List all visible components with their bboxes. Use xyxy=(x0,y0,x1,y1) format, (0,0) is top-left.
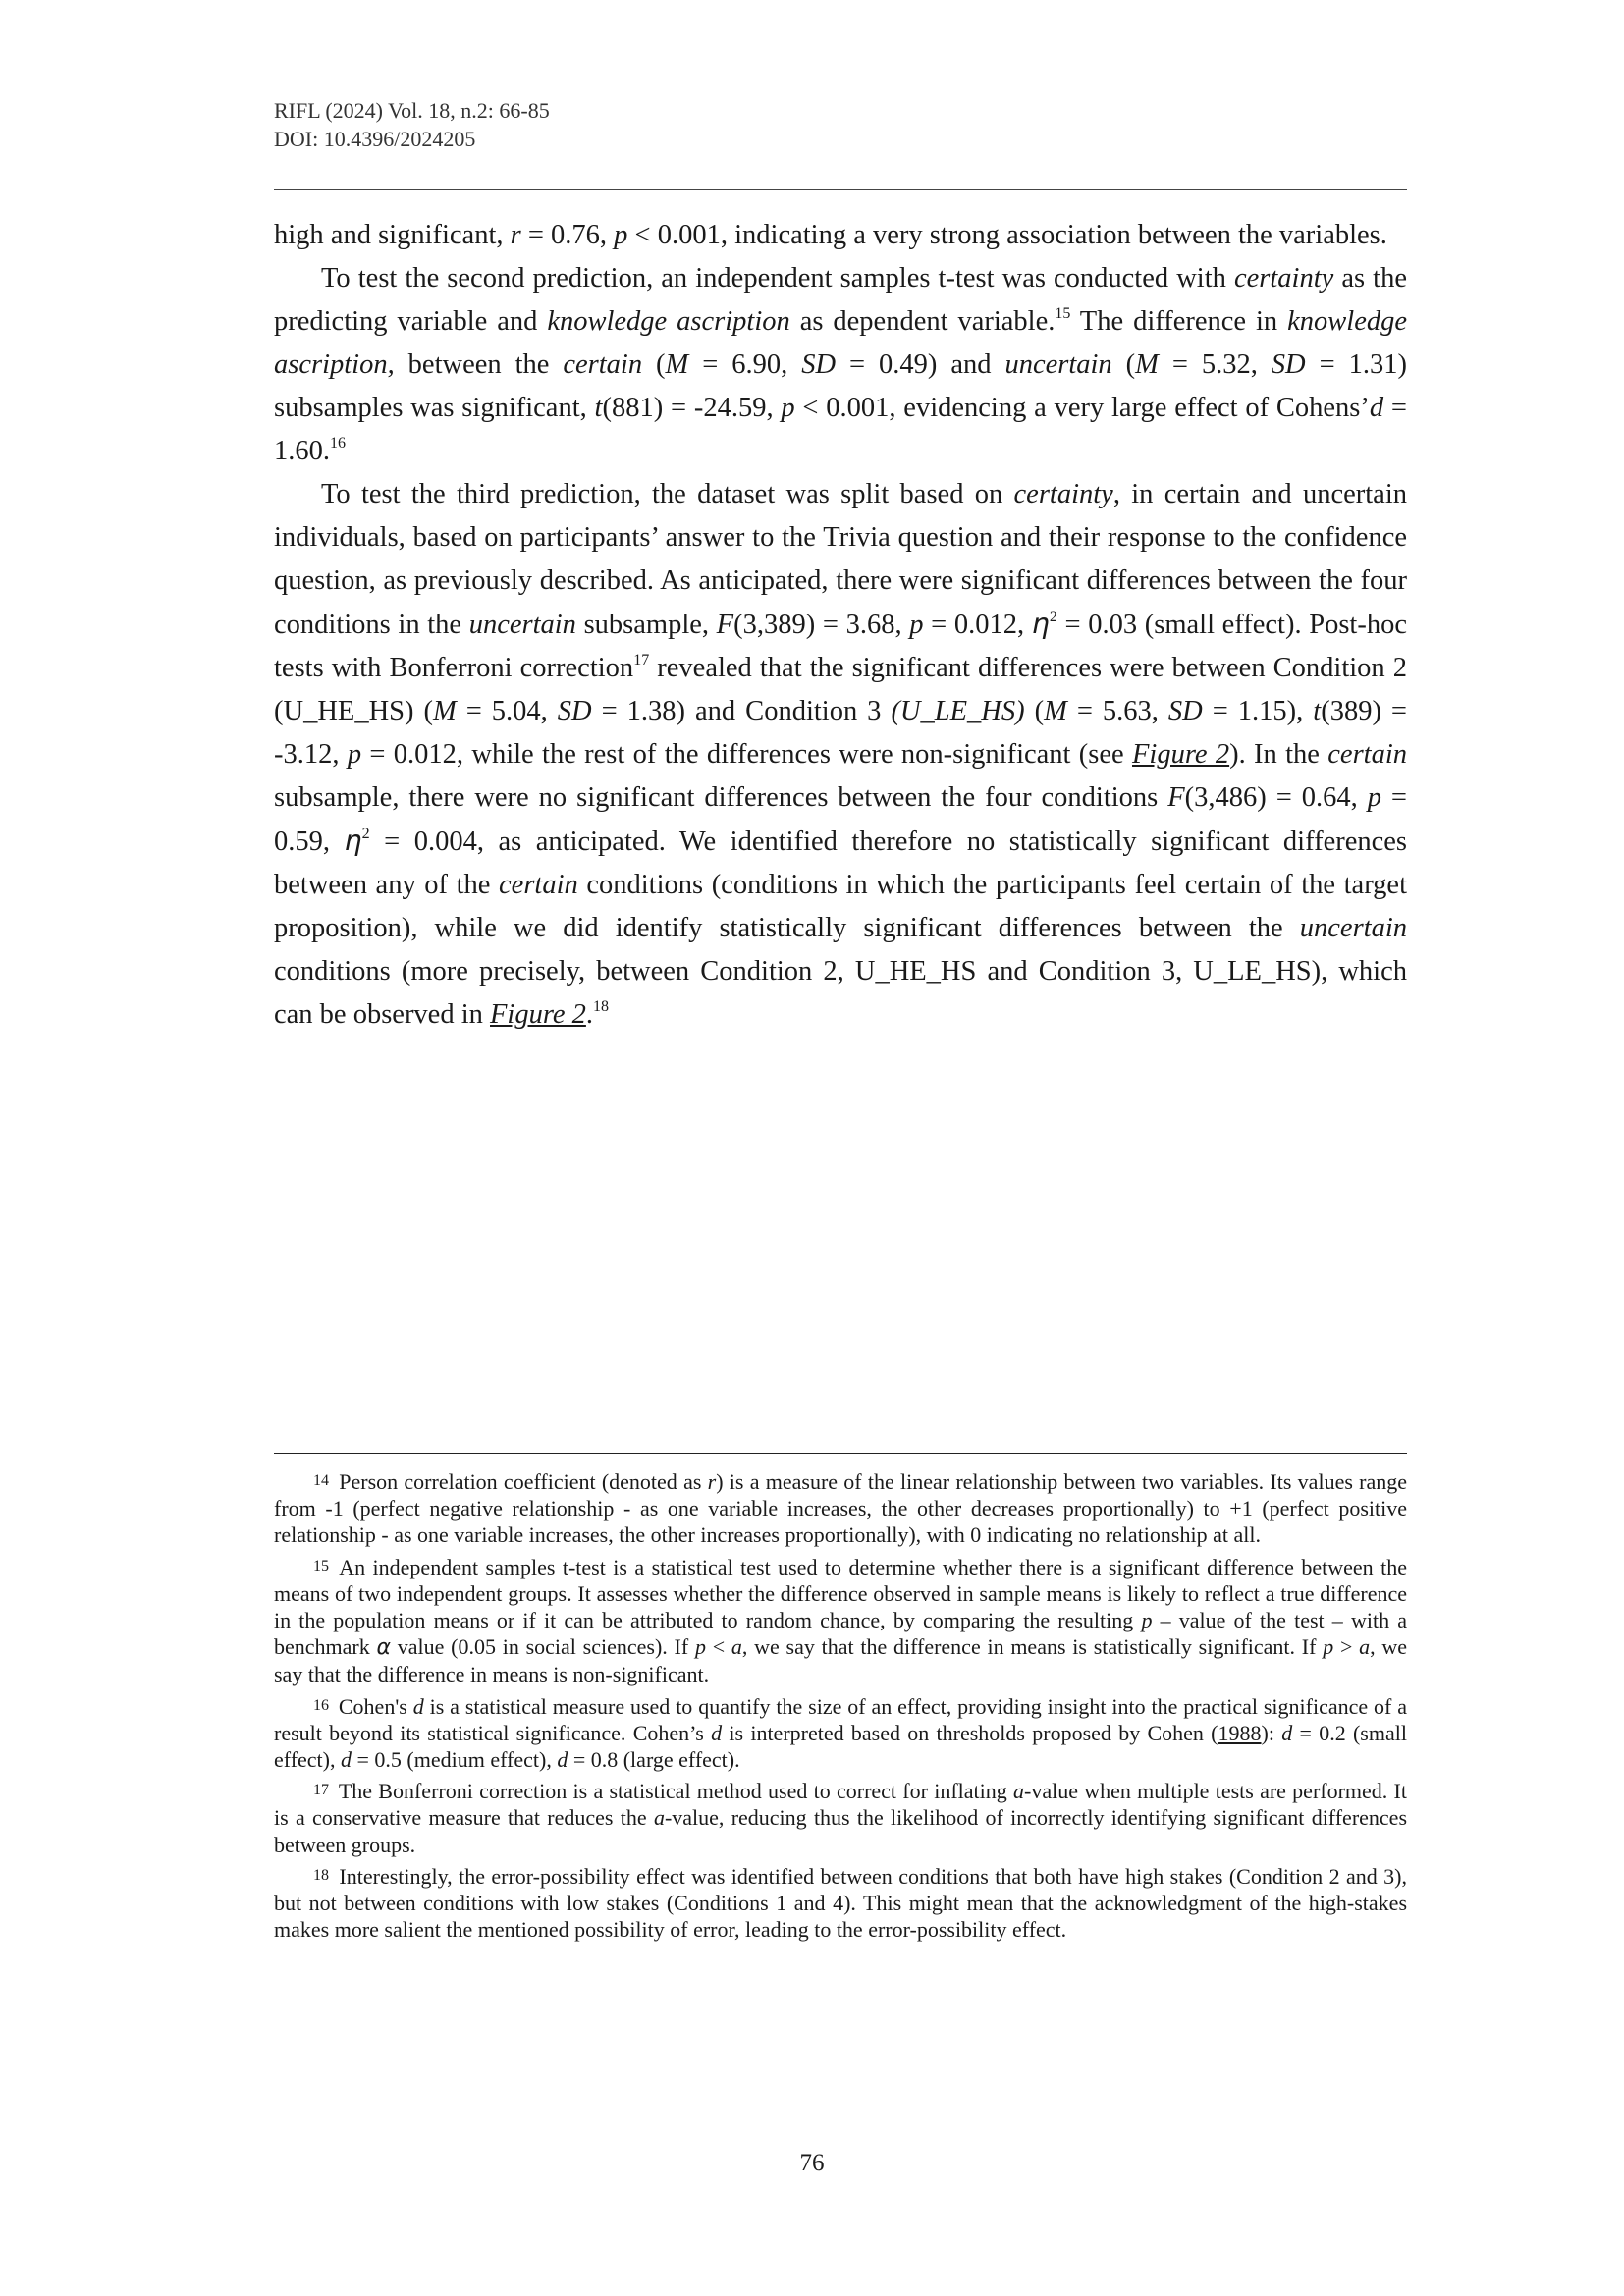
journal-citation: RIFL (2024) Vol. 18, n.2: 66-85 xyxy=(274,98,550,123)
text: as the predicting variable and xyxy=(274,263,1407,337)
text: – value of the test – with a benchmark xyxy=(274,1608,1407,1660)
text: , we say that the difference in means is non-significant. xyxy=(274,1634,1408,1687)
footnote-ref-18[interactable]: 18 xyxy=(593,998,610,1015)
math-var: a xyxy=(653,1805,665,1831)
running-header xyxy=(274,96,550,153)
header-rule xyxy=(274,189,1407,190)
figure-2-link[interactable] xyxy=(1132,739,1229,770)
footnote-number: 15 xyxy=(313,1557,329,1575)
main-text xyxy=(274,214,1407,1037)
footnote-18 xyxy=(274,1862,1407,1944)
eta-symbol: η xyxy=(344,825,362,857)
text: value (0.05 in social sciences). If xyxy=(391,1634,695,1660)
footnote-ref-17[interactable]: 17 xyxy=(633,652,650,668)
text: -value, reducing thus the likelihood of incorrectly identifying significant differences between groups. xyxy=(274,1805,1408,1857)
emphasis: certainty xyxy=(1233,263,1334,294)
text: ). In the xyxy=(1229,739,1328,770)
math-var: p xyxy=(694,1634,706,1660)
text: = 1.15), xyxy=(1202,696,1314,726)
text: = 6.90, xyxy=(688,349,802,380)
text: ( xyxy=(642,349,666,380)
math-var: p xyxy=(347,739,362,770)
text: > xyxy=(1333,1634,1360,1660)
text: < xyxy=(705,1634,731,1660)
text: is interpreted based on thresholds proposed by Cohen ( xyxy=(722,1720,1218,1745)
text: conditions (more precisely, between Condition 2, U_HE_HS and Condition 3, U_LE_HS), which can be observed in xyxy=(274,956,1407,1030)
math-var: t xyxy=(594,393,603,423)
text: The difference in xyxy=(1070,306,1288,337)
math-var: M xyxy=(432,696,457,726)
footnote-17 xyxy=(274,1777,1407,1858)
math-var: d xyxy=(711,1720,723,1745)
text: To test the third prediction, the dataset was split based on xyxy=(321,479,1014,509)
emphasis: certain xyxy=(563,349,643,380)
emphasis: knowledge ascription, xyxy=(274,306,1408,380)
text: -value when multiple tests are performed. It is a conservative measure that reduces the xyxy=(274,1779,1407,1831)
math-var: p xyxy=(909,610,924,640)
math-var: M xyxy=(1044,696,1067,726)
text: < 0.001, evidencing a very large effect of Cohens’ xyxy=(794,393,1370,423)
figure-2-link-label: Figure 2 xyxy=(1132,739,1230,770)
doi: DOI: 10.4396/2024205 xyxy=(274,127,476,151)
footnote-ref-16[interactable]: 16 xyxy=(330,435,346,452)
paragraph-1 xyxy=(274,214,1407,257)
math-var: SD xyxy=(557,696,592,726)
math-var: M xyxy=(1135,349,1159,380)
figure-2-link-2[interactable] xyxy=(490,999,586,1030)
text: = 5.04, xyxy=(456,696,558,726)
footnote-number: 17 xyxy=(313,1782,329,1799)
emphasis: (U_LE_HS) xyxy=(891,696,1025,726)
math-var: M xyxy=(665,349,689,380)
text: = 1.38) and Condition 3 xyxy=(591,696,892,726)
text: = 0.012, xyxy=(923,610,1032,640)
footnotes xyxy=(274,1468,1407,1947)
alpha-symbol: α xyxy=(376,1635,391,1661)
emphasis: certain xyxy=(1327,739,1407,770)
text: ( xyxy=(1111,349,1136,380)
text: is a statistical measure used to quantify the size of an effect, providing insight into the practical significance of a result beyond its statistical significance. Cohen’s xyxy=(274,1693,1407,1745)
math-var: d xyxy=(557,1747,568,1773)
footnote-ref-15[interactable]: 15 xyxy=(1055,305,1071,322)
math-var: p xyxy=(781,393,795,423)
math-var: SD xyxy=(801,349,837,380)
text: An independent samples t-test is a statistical test used to determine whether there is a significant difference between the means of two independent groups. It assesses whether the difference observed in sample means is likely to reflect a true difference in the population means or if it can be attributed to random chance, by comparing the resulting xyxy=(274,1554,1407,1633)
text: = 0.5 (medium effect), xyxy=(352,1747,558,1773)
text: ( xyxy=(1024,696,1045,726)
text: = 0.004, as anticipated. We identified therefore no statistically significant differences between any of the xyxy=(274,827,1408,900)
superscript: 2 xyxy=(361,826,370,842)
paragraph-2 xyxy=(274,257,1407,473)
text: (881) = -24.59, xyxy=(602,393,782,423)
math-var: p xyxy=(1141,1608,1153,1633)
text: . xyxy=(585,999,594,1030)
math-var: F xyxy=(1167,782,1185,813)
text: The Bonferroni correction is a statistical method used to correct for inflating xyxy=(333,1779,1013,1804)
text: To test the second prediction, an independent samples t-test was conducted with xyxy=(321,263,1234,294)
math-var: r xyxy=(707,1469,717,1494)
text: (389) = -3.12, xyxy=(274,696,1407,770)
text: = 0.76, xyxy=(520,220,615,250)
text: Interestingly, the error-possibility effect was identified between conditions that both have high stakes (Condition 2 and 3), but not between conditions with low stakes (Conditions 1 and 4). This might mean that the acknowledgment of the high-stakes makes more salient the mentioned possibility of error, leading to the error-possibility effect. xyxy=(274,1863,1407,1943)
text: , in certain and uncertain individuals, based on participants’ answer to the Trivia question and their response to the confidence question, as previously described. As anticipated, there were significant differences between the four conditions in the xyxy=(274,479,1407,640)
eta-symbol: η xyxy=(1031,608,1050,640)
footnote-14 xyxy=(274,1468,1407,1549)
text: = 0.59, xyxy=(274,782,1408,857)
math-var: p xyxy=(614,220,628,250)
math-var: r xyxy=(510,220,521,250)
emphasis: certain xyxy=(499,870,578,900)
math-var: p xyxy=(1367,782,1381,813)
text: = 0.012, while the rest of the differences were non-significant (see xyxy=(361,739,1133,770)
cohen-1988-link[interactable]: 1988 xyxy=(1218,1720,1262,1745)
footnote-rule xyxy=(274,1453,1407,1454)
footnote-16 xyxy=(274,1692,1407,1774)
math-var: a xyxy=(1359,1634,1371,1660)
text: (3,486) = 0.64, xyxy=(1184,782,1368,813)
text: , we say that the difference in means is statistically significant. If xyxy=(741,1634,1324,1660)
text: ) is a measure of the linear relationship between two variables. Its values range from -1 (perfect negative relationship - as one variable increases, the other decreases proportionally) to +1 (perfect positive relationship - as one variable increases, the other increases proportionally), with 0 indicating no relationship at all. xyxy=(274,1469,1407,1548)
text: between the xyxy=(394,349,564,380)
math-var: SD xyxy=(1271,349,1306,380)
footnote-number: 16 xyxy=(313,1696,329,1714)
text: = 0.03 (small effect). Post-hoc tests with Bonferroni correction xyxy=(274,610,1407,683)
page-number: 76 xyxy=(799,2150,825,2176)
text: subsample, xyxy=(575,610,717,640)
text: = 0.49) and xyxy=(836,349,1005,380)
math-var: a xyxy=(731,1634,742,1660)
emphasis: uncertain xyxy=(1004,349,1112,380)
text: (3,389) = 3.68, xyxy=(733,610,910,640)
math-var: d xyxy=(1369,393,1384,423)
math-var: p xyxy=(1323,1634,1334,1660)
figure-2-link-label: Figure 2 xyxy=(490,999,586,1030)
text: subsample, there were no significant differences between the four conditions xyxy=(274,782,1168,813)
emphasis: uncertain xyxy=(468,610,576,640)
footnote-number: 18 xyxy=(313,1866,329,1884)
math-var: t xyxy=(1313,696,1322,726)
text: ): xyxy=(1261,1720,1282,1745)
text: = 0.8 (large effect). xyxy=(568,1747,740,1773)
text: Cohen's xyxy=(333,1693,413,1719)
math-var: d xyxy=(1281,1720,1293,1745)
footnote-number: 14 xyxy=(313,1472,329,1489)
text: = 0.2 (small effect), xyxy=(274,1720,1407,1773)
superscript: 2 xyxy=(1049,609,1057,625)
text: revealed that the significant differences were between Condition 2 (U_HE_HS) ( xyxy=(274,653,1408,726)
emphasis: certainty xyxy=(1013,479,1113,509)
text: high and significant, xyxy=(274,220,511,250)
text: < 0.001, indicating a very strong association between the variables. xyxy=(627,220,1387,250)
text: = 5.63, xyxy=(1066,696,1168,726)
emphasis: knowledge ascription xyxy=(547,306,790,337)
text: Person correlation coefficient (denoted as xyxy=(333,1469,708,1494)
text: as dependent variable. xyxy=(789,306,1056,337)
emphasis: uncertain xyxy=(1299,913,1407,943)
math-var: a xyxy=(1013,1779,1024,1804)
paragraph-3 xyxy=(274,473,1407,1037)
math-var: d xyxy=(412,1693,424,1719)
text: conditions (conditions in which the participants feel certain of the target proposition), while we did identify statistically significant differences between the xyxy=(274,870,1407,943)
text: = 1.31) subsamples was significant, xyxy=(274,349,1407,423)
math-var: SD xyxy=(1167,696,1203,726)
text: = 1.60. xyxy=(274,393,1407,466)
math-var: d xyxy=(341,1747,352,1773)
text: = 5.32, xyxy=(1158,349,1272,380)
footnote-15 xyxy=(274,1553,1407,1688)
math-var: F xyxy=(716,610,734,640)
